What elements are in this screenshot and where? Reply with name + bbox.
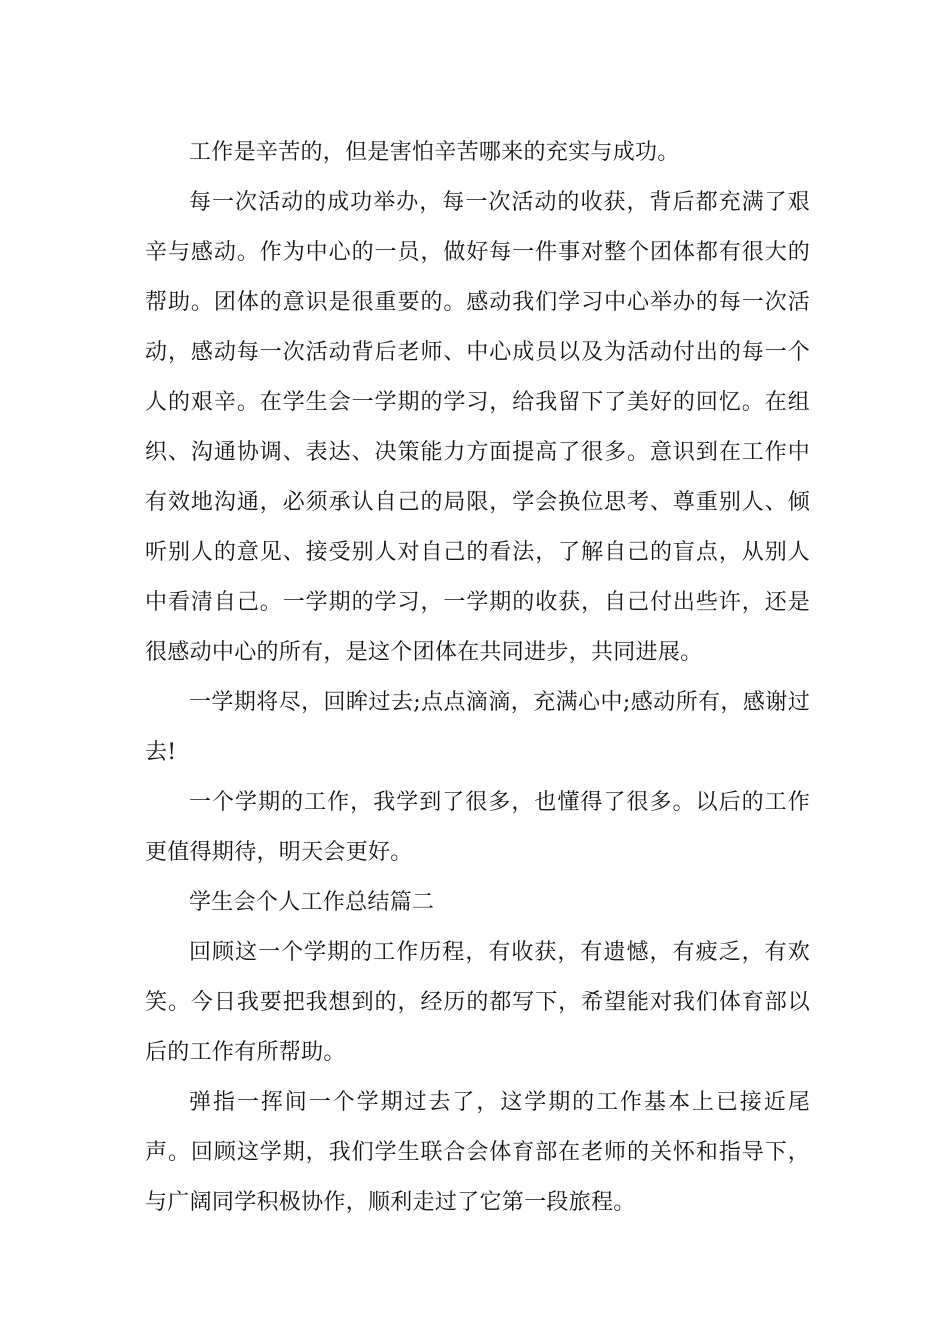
paragraph-4: 一个学期的工作，我学到了很多，也懂得了很多。以后的工作更值得期待，明天会更好。 bbox=[145, 790, 810, 865]
paragraph-6: 弹指一挥间一个学期过去了，这学期的工作基本上已接近尾声。回顾这学期，我们学生联合会体育部在老师的关怀和指导下，与广阔同学积极协作，顺利走过了它第一段旅程。 bbox=[145, 1090, 810, 1215]
paragraph-1: 工作是辛苦的，但是害怕辛苦哪来的充实与成功。 bbox=[189, 140, 680, 165]
document-body bbox=[145, 128, 810, 1228]
paragraph-3: 一学期将尽，回眸过去;点点滴滴，充满心中;感动所有，感谢过去! bbox=[145, 690, 810, 765]
section-heading: 学生会个人工作总结篇二 bbox=[189, 890, 435, 915]
paragraph-2: 每一次活动的成功举办，每一次活动的收获，背后都充满了艰辛与感动。作为中心的一员，做好每一件事对整个团体都有很大的帮助。团体的意识是很重要的。感动我们学习中心举办的每一次活动，感动每一次活动背后老师、中心成员以及为活动付出的每一个人的艰辛。在学生会一学期的学习，给我留下了美好的回忆。在组织、沟通协调、表达、决策能力方面提高了很多。意识到在工作中有效地沟通，必须承认自己的局限，学会换位思考、尊重别人、倾听别人的意见、接受别人对自己的看法，了解自己的盲点，从别人中看清自己。一学期的学习，一学期的收获，自己付出些许，还是很感动中心的所有，是这个团体在共同进步，共同进展。 bbox=[145, 190, 810, 665]
paragraph-5: 回顾这一个学期的工作历程，有收获，有遗憾，有疲乏，有欢笑。今日我要把我想到的，经历的都写下，希望能对我们体育部以后的工作有所帮助。 bbox=[145, 940, 810, 1065]
